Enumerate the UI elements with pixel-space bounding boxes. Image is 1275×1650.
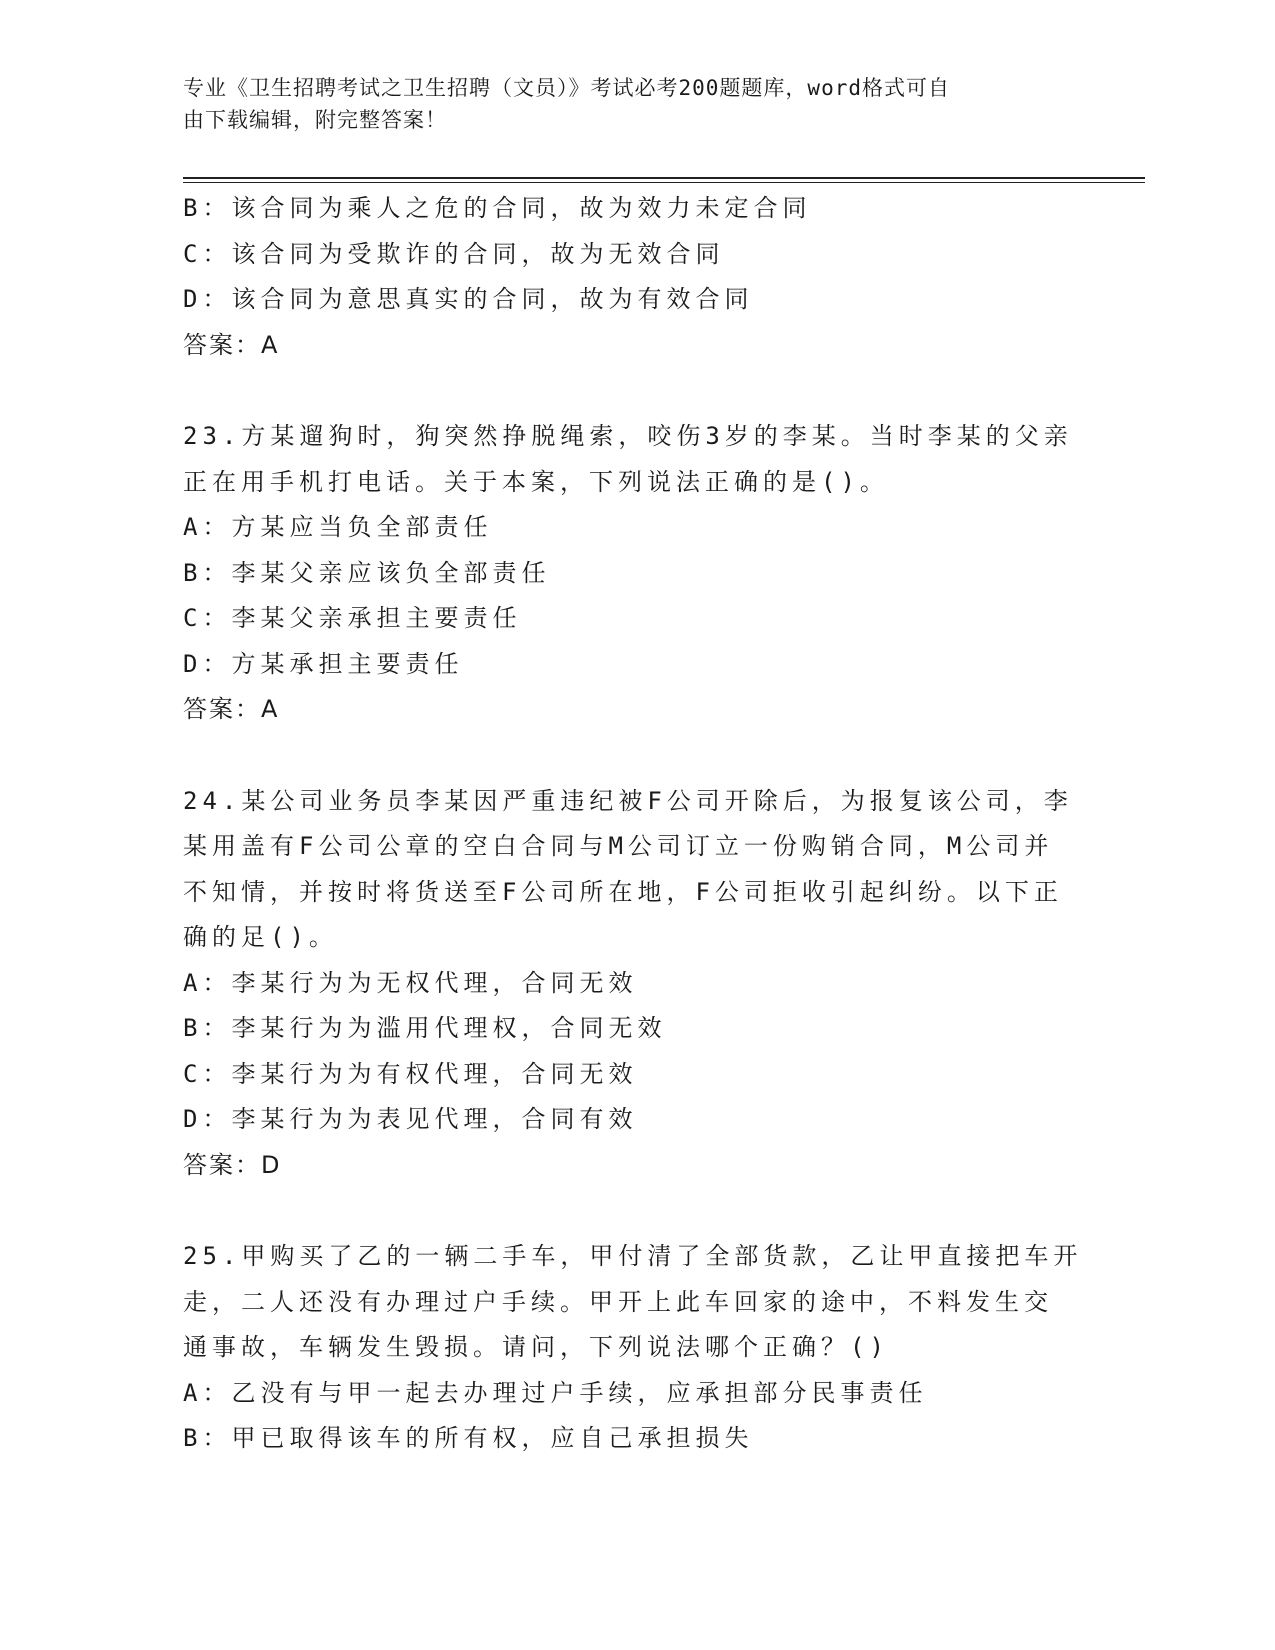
option-d: D：方某承担主要责任	[183, 649, 464, 678]
option-d: D：该合同为意思真实的合同，故为有效合同	[183, 285, 754, 313]
option-b: B：甲已取得该车的所有权，应自己承担损失	[183, 1424, 754, 1452]
option-b: B：李某行为为滥用代理权，合同无效	[183, 1014, 667, 1042]
answer-line: 答案：A	[183, 330, 280, 359]
question-24	[183, 779, 1083, 1189]
option-d: D：李某行为为表见代理，合同有效	[183, 1105, 638, 1133]
spacer	[183, 1188, 1083, 1234]
question-stem: 通事故，车辆发生毁损。请问，下列说法哪个正确？()	[183, 1333, 889, 1361]
header-divider-thick	[183, 177, 1145, 179]
option-a: A：李某行为为无权代理，合同无效	[183, 968, 638, 997]
option-c: C：该合同为受欺诈的合同，故为无效合同	[183, 239, 725, 268]
question-stem: 25.甲购买了乙的一辆二手车，甲付清了全部货款，乙让甲直接把车开	[183, 1242, 1083, 1270]
option-c: C：李某父亲承担主要责任	[183, 604, 522, 632]
question-stem: 某用盖有F公司公章的空白合同与M公司订立一份购销合同，M公司并	[183, 832, 1054, 860]
question-stem: 23.方某遛狗时，狗突然挣脱绳索，咬伤3岁的李某。当时李某的父亲	[183, 422, 1073, 450]
document-header	[183, 72, 1063, 136]
option-b: B：李某父亲应该负全部责任	[183, 558, 551, 587]
question-22	[183, 186, 1083, 368]
question-stem: 正在用手机打电话。关于本案，下列说法正确的是()。	[183, 467, 889, 496]
question-25	[183, 1234, 1083, 1462]
header-line-1: 专业《卫生招聘考试之卫生招聘（文员）》考试必考200题题库，word格式可自	[183, 76, 950, 100]
question-stem: 确的足()。	[183, 923, 338, 951]
question-stem: 24.某公司业务员李某因严重违纪被F公司开除后，为报复该公司，李	[183, 786, 1073, 815]
spacer	[183, 368, 1083, 414]
question-list	[183, 186, 1083, 1462]
answer-line: 答案：A	[183, 695, 280, 723]
option-a: A：乙没有与甲一起去办理过户手续，应承担部分民事责任	[183, 1378, 928, 1407]
spacer	[183, 733, 1083, 779]
question-stem: 走，二人还没有办理过户手续。甲开上此车回家的途中，不料发生交	[183, 1287, 1053, 1316]
header-divider-thin	[183, 182, 1145, 183]
option-a: A：方某应当负全部责任	[183, 513, 493, 541]
option-c: C：李某行为为有权代理，合同无效	[183, 1059, 638, 1088]
option-b: B：该合同为乘人之危的合同，故为效力未定合同	[183, 194, 812, 222]
header-line-2: 由下载编辑，附完整答案！	[183, 108, 447, 132]
question-stem: 不知情，并按时将货送至F公司所在地，F公司拒收引起纠纷。以下正	[183, 877, 1063, 906]
question-23	[183, 414, 1083, 733]
answer-line: 答案：D	[183, 1150, 282, 1179]
